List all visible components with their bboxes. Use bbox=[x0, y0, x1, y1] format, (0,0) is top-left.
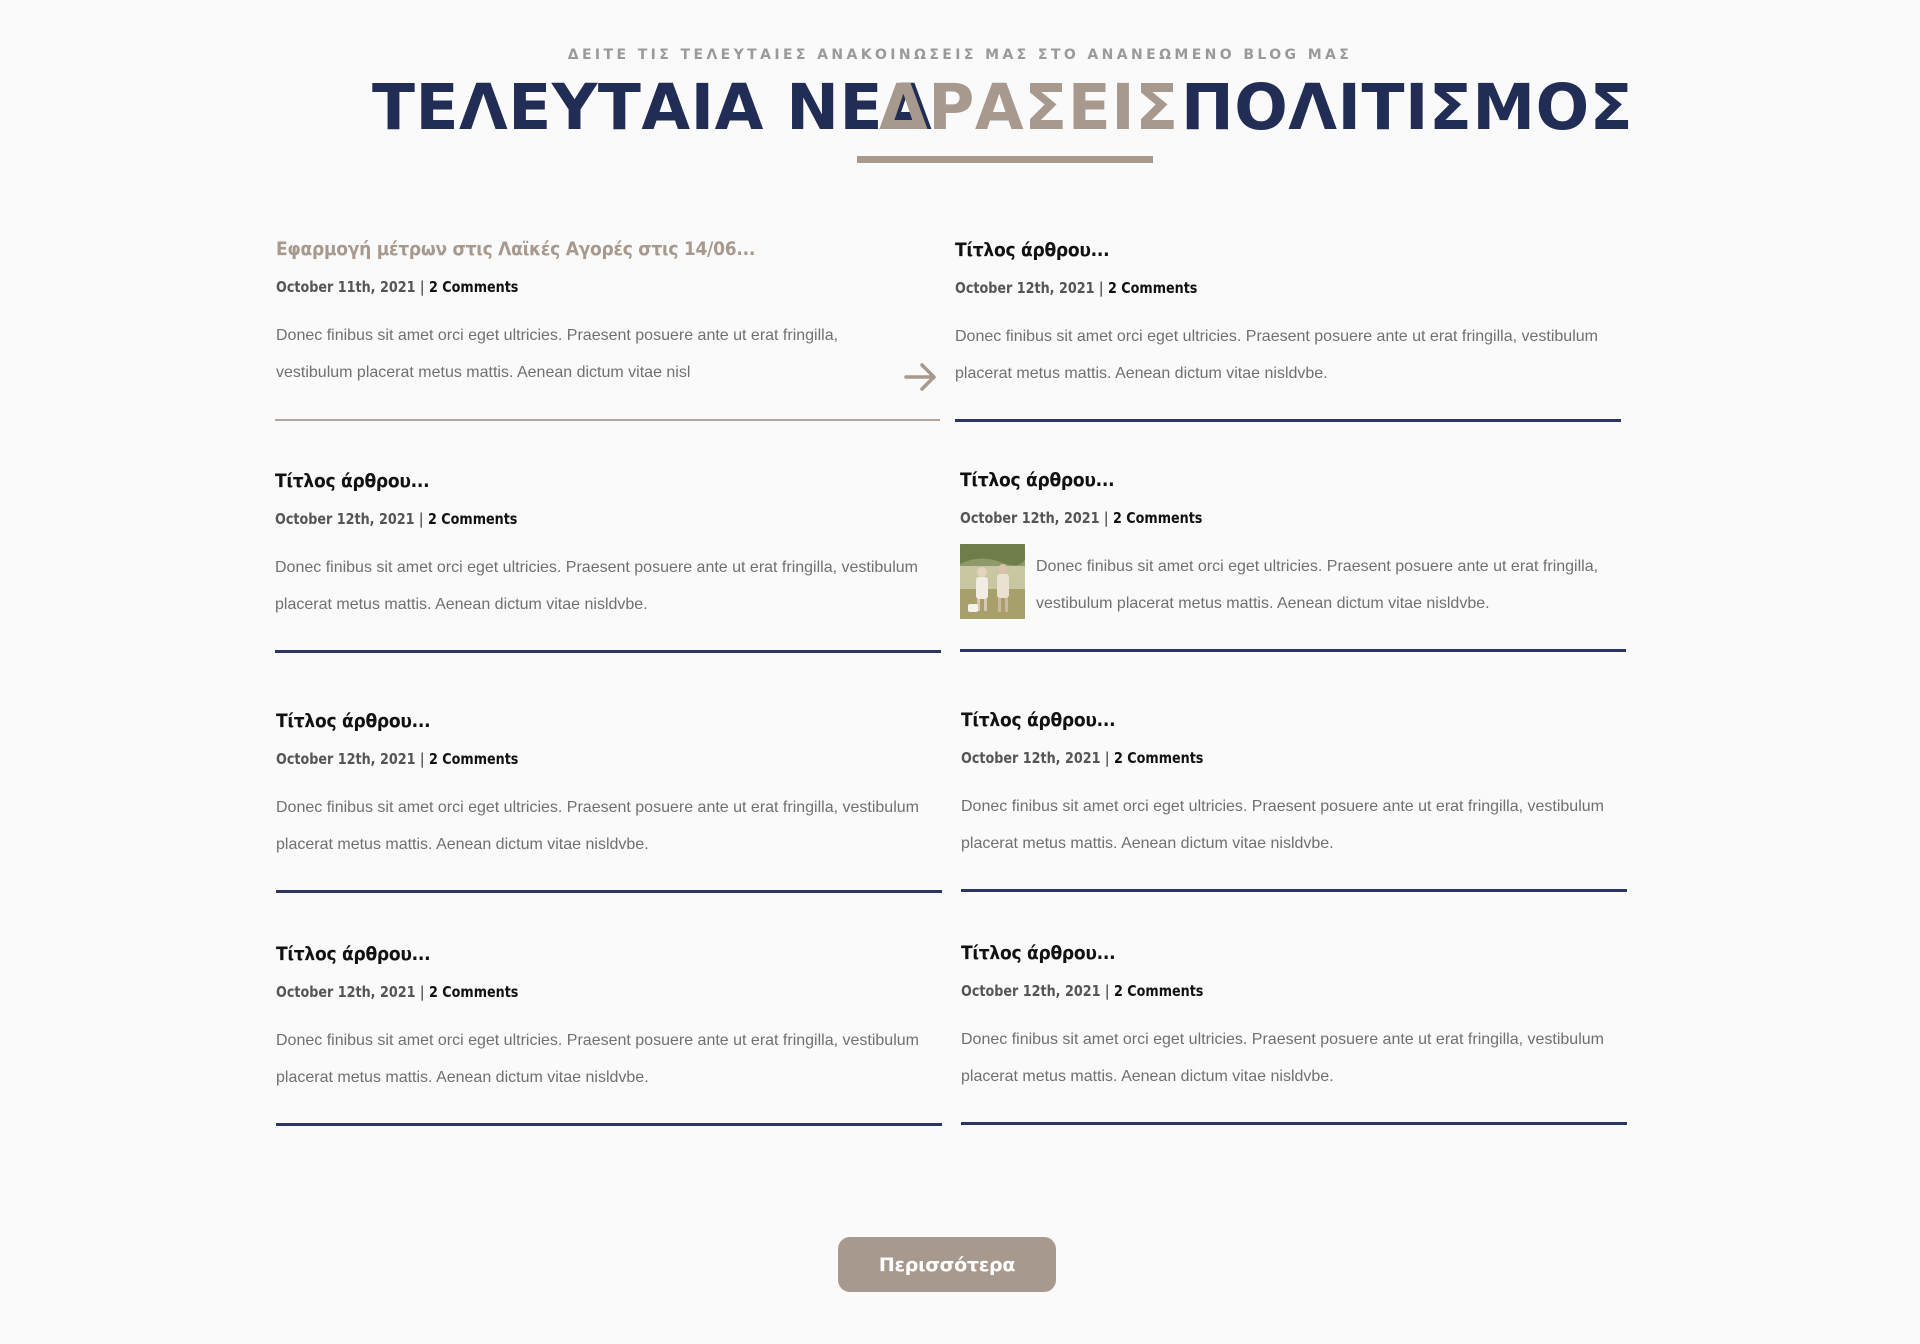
post-divider bbox=[955, 419, 1621, 422]
post-comments-link[interactable]: 2 Comments bbox=[1107, 279, 1198, 297]
post-comments-link[interactable]: 2 Comments bbox=[427, 510, 518, 528]
post-divider bbox=[275, 419, 940, 421]
post-comments-link[interactable]: 2 Comments bbox=[1113, 749, 1204, 767]
post-divider bbox=[275, 650, 941, 653]
post-card[interactable] bbox=[276, 943, 942, 1133]
post-date: October 12th, 2021 bbox=[961, 982, 1101, 1000]
post-meta bbox=[960, 509, 1202, 527]
post-meta bbox=[276, 750, 518, 768]
post-date: October 12th, 2021 bbox=[275, 510, 415, 528]
post-comments-link[interactable]: 2 Comments bbox=[428, 983, 519, 1001]
post-date: October 12th, 2021 bbox=[276, 750, 416, 768]
post-title[interactable]: Τίτλος άρθρου... bbox=[955, 239, 1110, 261]
post-divider bbox=[960, 649, 1626, 652]
post-excerpt: Donec finibus sit amet orci eget ultricies. Praesent posuere ante ut erat fringilla, vestibulum placerat metus mattis. Aenean dictum vitae nisldvbe. bbox=[276, 799, 919, 853]
meta-separator: | bbox=[415, 750, 429, 768]
tab-actions[interactable]: ΔΡΑΣΕΙΣ bbox=[879, 71, 1179, 144]
post-card[interactable] bbox=[276, 710, 942, 900]
post-card[interactable] bbox=[961, 709, 1627, 899]
post-meta bbox=[276, 983, 518, 1001]
meta-separator: | bbox=[1094, 279, 1108, 297]
post-divider bbox=[276, 1123, 942, 1126]
post-comments-link[interactable]: 2 Comments bbox=[1112, 509, 1203, 527]
post-card[interactable] bbox=[275, 470, 941, 660]
post-title[interactable]: Τίτλος άρθρου... bbox=[275, 470, 430, 492]
post-excerpt: Donec finibus sit amet orci eget ultricies. Praesent posuere ante ut erat fringilla, vestibulum placerat metus mattis. Aenean dictum vitae nisldvbe. bbox=[961, 798, 1604, 852]
post-divider bbox=[961, 889, 1627, 892]
post-title[interactable]: Τίτλος άρθρου... bbox=[961, 709, 1116, 731]
post-excerpt: Donec finibus sit amet orci eget ultricies. Praesent posuere ante ut erat fringilla, vestibulum placerat metus mattis. Aenean dictum vitae nisldvbe. bbox=[961, 1031, 1604, 1085]
post-excerpt: Donec finibus sit amet orci eget ultricies. Praesent posuere ante ut erat fringilla, vestibulum placerat metus mattis. Aenean dictum vitae nisldvbe. bbox=[1036, 558, 1599, 612]
active-tab-underline bbox=[857, 156, 1153, 163]
post-excerpt: Donec finibus sit amet orci eget ultricies. Praesent posuere ante ut erat fringilla, vestibulum placerat metus mattis. Aenean dictum vitae nisldvbe. bbox=[955, 328, 1598, 382]
post-date: October 12th, 2021 bbox=[276, 983, 416, 1001]
more-button[interactable]: Περισσότερα bbox=[838, 1237, 1056, 1292]
arrow-right-icon[interactable] bbox=[904, 362, 938, 392]
tab-culture[interactable]: ΠΟΛΙΤΙΣΜΟΣ bbox=[1181, 71, 1634, 144]
post-excerpt: Donec finibus sit amet orci eget ultricies. Praesent posuere ante ut erat fringilla, vestibulum placerat metus mattis. Aenean dictum vitae nisldvbe. bbox=[275, 559, 918, 613]
post-divider bbox=[276, 890, 942, 893]
post-card[interactable] bbox=[960, 469, 1626, 659]
post-thumbnail-image[interactable] bbox=[960, 544, 1025, 619]
meta-separator: | bbox=[415, 983, 429, 1001]
post-meta bbox=[276, 278, 518, 296]
tab-latest-news[interactable]: ΤΕΛΕΥΤΑΙΑ ΝΕΑ bbox=[372, 71, 933, 144]
meta-separator: | bbox=[1099, 509, 1113, 527]
post-meta bbox=[955, 279, 1197, 297]
post-comments-link[interactable]: 2 Comments bbox=[428, 278, 519, 296]
post-title[interactable]: Τίτλος άρθρου... bbox=[276, 710, 431, 732]
meta-separator: | bbox=[1100, 982, 1114, 1000]
post-card[interactable] bbox=[276, 238, 941, 428]
post-meta bbox=[961, 749, 1203, 767]
post-card[interactable] bbox=[955, 239, 1621, 429]
post-excerpt: Donec finibus sit amet orci eget ultricies. Praesent posuere ante ut erat fringilla, vestibulum placerat metus mattis. Aenean dictum vitae nisl bbox=[276, 327, 839, 381]
section-subtitle: ΔΕΙΤΕ ΤΙΣ ΤΕΛΕΥΤΑΙΕΣ ΑΝΑΚΟΙΝΩΣΕΙΣ ΜΑΣ ΣΤΟ ΑΝΑΝΕΩΜΕΝΟ BLOG ΜΑΣ bbox=[567, 47, 1353, 63]
post-title[interactable]: Τίτλος άρθρου... bbox=[961, 942, 1116, 964]
post-excerpt: Donec finibus sit amet orci eget ultricies. Praesent posuere ante ut erat fringilla, vestibulum placerat metus mattis. Aenean dictum vitae nisldvbe. bbox=[276, 1032, 919, 1086]
post-title[interactable]: Εφαρμογή μέτρων στις Λαϊκές Αγορές στις 14/06... bbox=[276, 238, 756, 260]
post-comments-link[interactable]: 2 Comments bbox=[428, 750, 519, 768]
post-title[interactable]: Τίτλος άρθρου... bbox=[276, 943, 431, 965]
post-date: October 12th, 2021 bbox=[960, 509, 1100, 527]
post-meta bbox=[275, 510, 517, 528]
post-date: October 11th, 2021 bbox=[276, 278, 416, 296]
meta-separator: | bbox=[1100, 749, 1114, 767]
meta-separator: | bbox=[415, 278, 429, 296]
post-title[interactable]: Τίτλος άρθρου... bbox=[960, 469, 1115, 491]
post-meta bbox=[961, 982, 1203, 1000]
post-divider bbox=[961, 1122, 1627, 1125]
meta-separator: | bbox=[414, 510, 428, 528]
post-date: October 12th, 2021 bbox=[955, 279, 1095, 297]
post-date: October 12th, 2021 bbox=[961, 749, 1101, 767]
post-card[interactable] bbox=[961, 942, 1627, 1132]
post-comments-link[interactable]: 2 Comments bbox=[1113, 982, 1204, 1000]
